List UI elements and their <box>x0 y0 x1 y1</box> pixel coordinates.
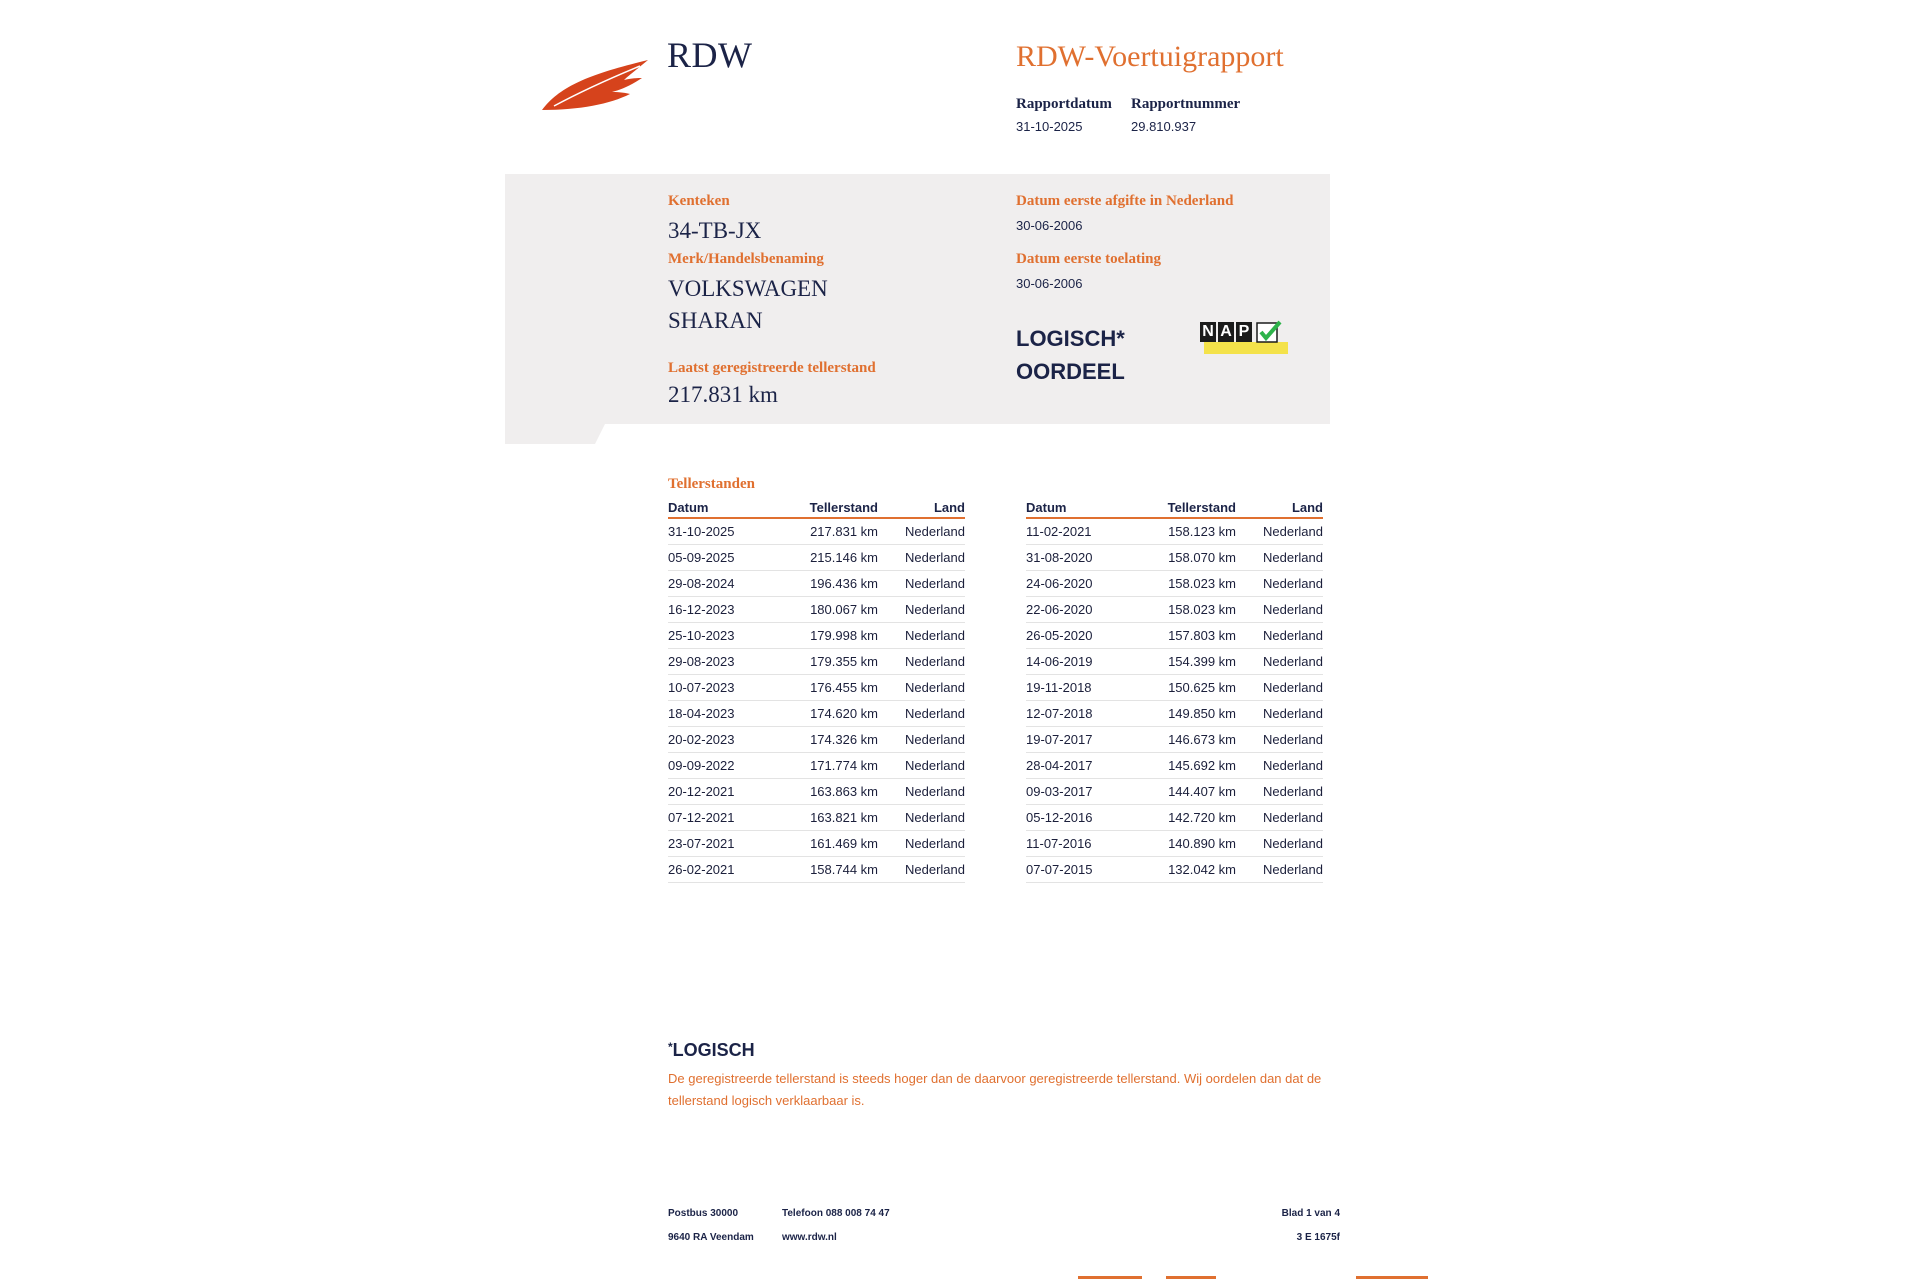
table-row <box>668 806 965 831</box>
table-row <box>1026 832 1323 857</box>
table-row <box>668 598 965 623</box>
reading-date: 10-07-2023 <box>668 680 735 695</box>
brand-label: Merk/Handelsbenaming <box>668 251 824 267</box>
reading-country: Nederland <box>1263 810 1323 825</box>
brand-name: VOLKSWAGEN <box>668 276 828 301</box>
col-tellerstand: Tellerstand <box>1167 500 1236 515</box>
reading-country: Nederland <box>905 836 965 851</box>
reading-date: 11-07-2016 <box>1026 836 1092 851</box>
footnote-marker: * <box>668 1040 673 1054</box>
table-row <box>1026 520 1323 545</box>
reading-country: Nederland <box>905 524 965 539</box>
reading-country: Nederland <box>905 550 965 565</box>
reading-date: 14-06-2019 <box>1026 654 1093 669</box>
reading-date: 19-07-2017 <box>1026 732 1093 747</box>
reading-km: 142.720 km <box>1168 810 1236 825</box>
reading-km: 196.436 km <box>810 576 878 591</box>
verdict <box>1016 322 1125 388</box>
panel-notch <box>505 424 605 444</box>
table-row <box>668 520 965 545</box>
readings-table-left <box>668 500 965 883</box>
checkmark-icon <box>1256 320 1282 344</box>
reading-country: Nederland <box>1263 706 1323 721</box>
reading-country: Nederland <box>905 732 965 747</box>
report-title: RDW-Voertuigrapport <box>1016 40 1284 73</box>
reading-country: Nederland <box>905 680 965 695</box>
reading-date: 16-12-2023 <box>668 602 735 617</box>
reading-country: Nederland <box>905 628 965 643</box>
table-row <box>668 754 965 779</box>
report-number-label: Rapportnummer <box>1131 96 1241 112</box>
footer-deco-bar <box>1078 1276 1142 1279</box>
model-name: SHARAN <box>668 308 763 333</box>
table-row <box>668 624 965 649</box>
reading-date: 05-09-2025 <box>668 550 735 565</box>
reading-km: 171.774 km <box>810 758 878 773</box>
first-admission-label: Datum eerste toelating <box>1016 251 1161 267</box>
rdw-logo-icon <box>540 56 650 112</box>
report-date: 31-10-2025 <box>1016 119 1083 134</box>
reading-date: 26-02-2021 <box>668 862 735 877</box>
reading-km: 217.831 km <box>810 524 878 539</box>
footer-address: 9640 RA Veendam <box>668 1232 754 1243</box>
reading-country: Nederland <box>1263 602 1323 617</box>
reading-country: Nederland <box>905 602 965 617</box>
reading-km: 158.123 km <box>1168 524 1236 539</box>
plate-number: 34-TB-JX <box>668 218 762 243</box>
table-row <box>1026 780 1323 805</box>
reading-country: Nederland <box>905 862 965 877</box>
nap-letter: P <box>1236 322 1252 342</box>
reading-country: Nederland <box>905 654 965 669</box>
reading-km: 163.821 km <box>810 810 878 825</box>
reading-km: 179.998 km <box>810 628 878 643</box>
table-row <box>1026 624 1323 649</box>
odometer-label: Laatst geregistreerde tellerstand <box>668 360 876 376</box>
reading-date: 31-08-2020 <box>1026 550 1093 565</box>
reading-km: 150.625 km <box>1168 680 1236 695</box>
verdict-line-1: LOGISCH* <box>1016 326 1125 351</box>
reading-km: 146.673 km <box>1168 732 1236 747</box>
table-row <box>1026 754 1323 779</box>
table-row <box>668 832 965 857</box>
reading-country: Nederland <box>1263 628 1323 643</box>
reading-km: 158.070 km <box>1168 550 1236 565</box>
reading-country: Nederland <box>1263 550 1323 565</box>
col-land: Land <box>1291 500 1323 515</box>
reading-date: 29-08-2023 <box>668 654 735 669</box>
reading-date: 24-06-2020 <box>1026 576 1093 591</box>
table-row <box>1026 546 1323 571</box>
table-row <box>1026 806 1323 831</box>
reading-date: 20-02-2023 <box>668 732 735 747</box>
reading-date: 09-09-2022 <box>668 758 735 773</box>
reading-country: Nederland <box>1263 732 1323 747</box>
reading-country: Nederland <box>905 810 965 825</box>
table-row <box>1026 728 1323 753</box>
table-row <box>668 676 965 701</box>
readings-header <box>1026 500 1323 519</box>
reading-date: 23-07-2021 <box>668 836 735 851</box>
report-date-label: Rapportdatum <box>1016 96 1112 112</box>
first-admission-date: 30-06-2006 <box>1016 276 1083 291</box>
nap-letter: A <box>1218 322 1234 342</box>
footer-website[interactable]: www.rdw.nl <box>782 1232 837 1243</box>
readings-table-right <box>1026 500 1323 883</box>
reading-date: 31-10-2025 <box>668 524 735 539</box>
odometer-value: 217.831 km <box>668 382 778 407</box>
reading-country: Nederland <box>905 784 965 799</box>
reading-km: 157.803 km <box>1168 628 1236 643</box>
plate-label: Kenteken <box>668 193 730 209</box>
reading-country: Nederland <box>1263 524 1323 539</box>
verdict-line-2: OORDEEL <box>1016 359 1125 384</box>
col-land: Land <box>933 500 965 515</box>
reading-date: 07-07-2015 <box>1026 862 1093 877</box>
reading-km: 174.326 km <box>810 732 878 747</box>
nap-letters <box>1200 322 1252 342</box>
footer-phone: Telefoon 088 008 74 47 <box>782 1208 890 1219</box>
reading-date: 05-12-2016 <box>1026 810 1093 825</box>
first-issue-date: 30-06-2006 <box>1016 218 1083 233</box>
footnote-title <box>668 1040 755 1061</box>
reading-country: Nederland <box>1263 680 1323 695</box>
org-name: RDW <box>667 35 753 75</box>
reading-km: 215.146 km <box>810 550 878 565</box>
reading-date: 11-02-2021 <box>1026 524 1092 539</box>
col-datum: Datum <box>1026 500 1067 515</box>
reading-km: 154.399 km <box>1168 654 1236 669</box>
col-tellerstand: Tellerstand <box>809 500 878 515</box>
footer-deco-bar <box>1356 1276 1428 1279</box>
reading-country: Nederland <box>1263 758 1323 773</box>
table-row <box>668 572 965 597</box>
reading-date: 18-04-2023 <box>668 706 735 721</box>
table-row <box>1026 650 1323 675</box>
table-row <box>1026 702 1323 727</box>
reading-country: Nederland <box>1263 836 1323 851</box>
col-datum: Datum <box>668 500 709 515</box>
reading-date: 26-05-2020 <box>1026 628 1093 643</box>
reading-km: 158.023 km <box>1168 602 1236 617</box>
table-row <box>1026 858 1323 883</box>
reading-country: Nederland <box>1263 576 1323 591</box>
reading-country: Nederland <box>1263 862 1323 877</box>
reading-km: 158.023 km <box>1168 576 1236 591</box>
reading-km: 174.620 km <box>810 706 878 721</box>
footer-postbus: Postbus 30000 <box>668 1208 739 1219</box>
nap-badge <box>1200 320 1288 354</box>
reading-date: 20-12-2021 <box>668 784 735 799</box>
reading-country: Nederland <box>905 576 965 591</box>
reading-km: 144.407 km <box>1168 784 1236 799</box>
reading-date: 09-03-2017 <box>1026 784 1093 799</box>
footnote-text: De geregistreerde tellerstand is steeds hoger dan de daarvoor geregistreerde tellerstand. Wij oordelen dan dat de tellerstand logisch verklaarbaar is. <box>668 1071 1322 1108</box>
footer-code: 3 E 1675f <box>1296 1232 1340 1243</box>
reading-date: 22-06-2020 <box>1026 602 1093 617</box>
footer-deco-bar <box>1166 1276 1216 1279</box>
table-row <box>668 702 965 727</box>
table-row <box>1026 676 1323 701</box>
report-number: 29.810.937 <box>1131 119 1197 134</box>
reading-country: Nederland <box>905 758 965 773</box>
table-row <box>668 546 965 571</box>
readings-header <box>668 500 965 519</box>
reading-km: 158.744 km <box>810 862 878 877</box>
footer-page: Blad 1 van 4 <box>1281 1208 1340 1219</box>
first-issue-label: Datum eerste afgifte in Nederland <box>1016 193 1234 209</box>
reading-km: 176.455 km <box>810 680 878 695</box>
reading-date: 25-10-2023 <box>668 628 735 643</box>
vehicle-panel <box>505 174 1330 424</box>
table-row <box>668 728 965 753</box>
reading-date: 28-04-2017 <box>1026 758 1093 773</box>
footnote-title-text: LOGISCH <box>672 1040 755 1060</box>
reading-country: Nederland <box>1263 654 1323 669</box>
reading-country: Nederland <box>1263 784 1323 799</box>
table-row <box>1026 572 1323 597</box>
reading-km: 179.355 km <box>810 654 878 669</box>
table-row <box>668 858 965 883</box>
table-row <box>1026 598 1323 623</box>
readings-title: Tellerstanden <box>668 476 755 492</box>
reading-country: Nederland <box>905 706 965 721</box>
reading-date: 07-12-2021 <box>668 810 735 825</box>
reading-km: 132.042 km <box>1168 862 1236 877</box>
reading-km: 180.067 km <box>810 602 878 617</box>
reading-km: 149.850 km <box>1168 706 1236 721</box>
reading-date: 29-08-2024 <box>668 576 735 591</box>
table-row <box>668 780 965 805</box>
table-row <box>668 650 965 675</box>
reading-km: 145.692 km <box>1168 758 1236 773</box>
reading-km: 140.890 km <box>1168 836 1236 851</box>
reading-km: 161.469 km <box>810 836 878 851</box>
nap-letter: N <box>1200 322 1216 342</box>
reading-date: 19-11-2018 <box>1026 680 1092 695</box>
reading-date: 12-07-2018 <box>1026 706 1093 721</box>
reading-km: 163.863 km <box>810 784 878 799</box>
